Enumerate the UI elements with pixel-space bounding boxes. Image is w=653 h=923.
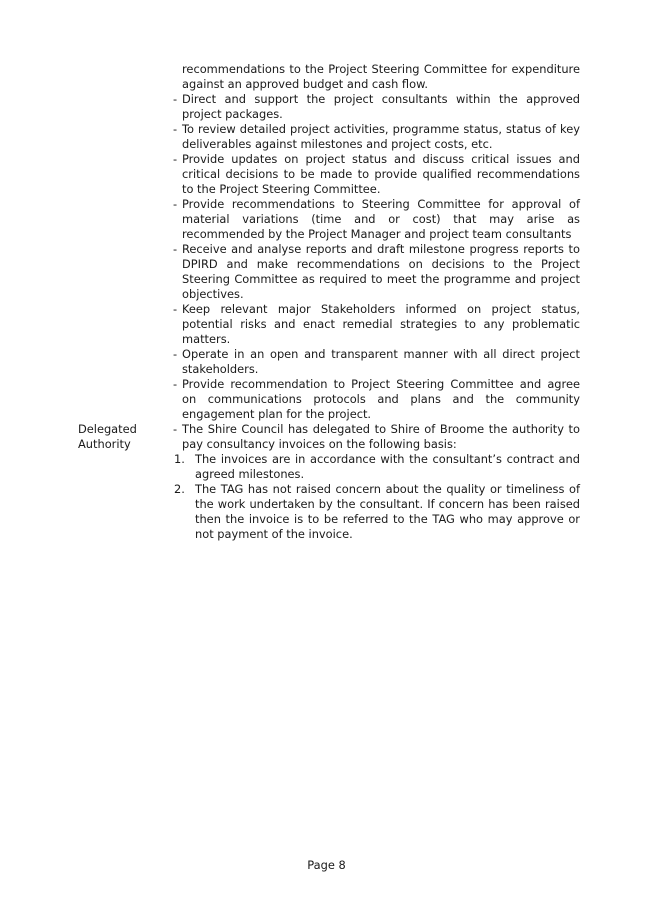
bullet-text: Provide recommendation to Project Steering Committee and agree on communications protocols and plans and the community engagement plan for the project. — [182, 377, 580, 421]
item-number: 1. — [174, 452, 185, 466]
bullet-item — [173, 197, 580, 242]
section-label-empty — [78, 62, 173, 422]
bullet-dash: - — [173, 242, 178, 256]
label-line-2: Authority — [78, 437, 131, 451]
bullet-dash: - — [173, 122, 178, 136]
item-text: The invoices are in accordance with the consultant’s contract and agreed milestones. — [195, 452, 580, 481]
numbered-item — [173, 452, 580, 482]
bullet-dash: - — [173, 92, 178, 106]
bullet-text: To review detailed project activities, programme status, status of key deliverables against milestones and project costs, etc. — [182, 122, 580, 151]
bullet-text: Receive and analyse reports and draft milestone progress reports to DPIRD and make recommendations on decisions to the Project Steering Committee as required to meet the programme and project objectives. — [182, 242, 580, 301]
bullet-text: Operate in an open and transparent manner with all direct project stakeholders. — [182, 347, 580, 376]
item-text: The TAG has not raised concern about the quality or timeliness of the work undertaken by the consultant. If concern has been raised then the invoice is to be referred to the TAG who may approve or not payment of the invoice. — [195, 482, 580, 541]
bullet-dash: - — [173, 347, 178, 361]
bullet-dash: - — [173, 302, 178, 316]
bullet-item — [173, 92, 580, 122]
bullet-item — [173, 152, 580, 197]
bullet-dash: - — [173, 197, 178, 211]
delegated-authority-body — [173, 422, 580, 542]
delegated-authority-section — [78, 422, 580, 542]
bullet-text: Provide updates on project status and discuss critical issues and critical decisions to be made to provide qualified recommendations to the Project Steering Committee. — [182, 152, 580, 196]
bullet-dash: - — [173, 152, 178, 166]
responsibilities-body — [173, 62, 580, 422]
label-line-1: Delegated — [78, 422, 137, 436]
bullet-dash: - — [173, 377, 178, 391]
bullet-text: Keep relevant major Stakeholders informed on project status, potential risks and enact remedial strategies to any problematic matters. — [182, 302, 580, 346]
bullet-item — [173, 347, 580, 377]
continuation-text: recommendations to the Project Steering Committee for expenditure against an approved budget and cash flow. — [182, 62, 580, 91]
delegated-intro: The Shire Council has delegated to Shire of Broome the authority to pay consultancy invoices on the following basis: — [182, 422, 580, 451]
responsibilities-section — [78, 62, 580, 422]
bullet-text: Direct and support the project consultants within the approved project packages. — [182, 92, 580, 121]
delegated-authority-label — [78, 422, 173, 542]
numbered-item — [173, 482, 580, 542]
bullet-item — [173, 122, 580, 152]
bullet-item — [173, 302, 580, 347]
bullet-item — [173, 422, 580, 452]
bullet-text: Provide recommendations to Steering Committee for approval of material variations (time and or cost) that may arise as recommended by the Project Manager and project team consultants — [182, 197, 580, 241]
page-content — [78, 62, 580, 542]
page-number: Page 8 — [307, 858, 346, 872]
bullet-item — [173, 377, 580, 422]
bullet-dash: - — [173, 422, 178, 436]
bullet-item — [173, 242, 580, 302]
item-number: 2. — [174, 482, 185, 496]
